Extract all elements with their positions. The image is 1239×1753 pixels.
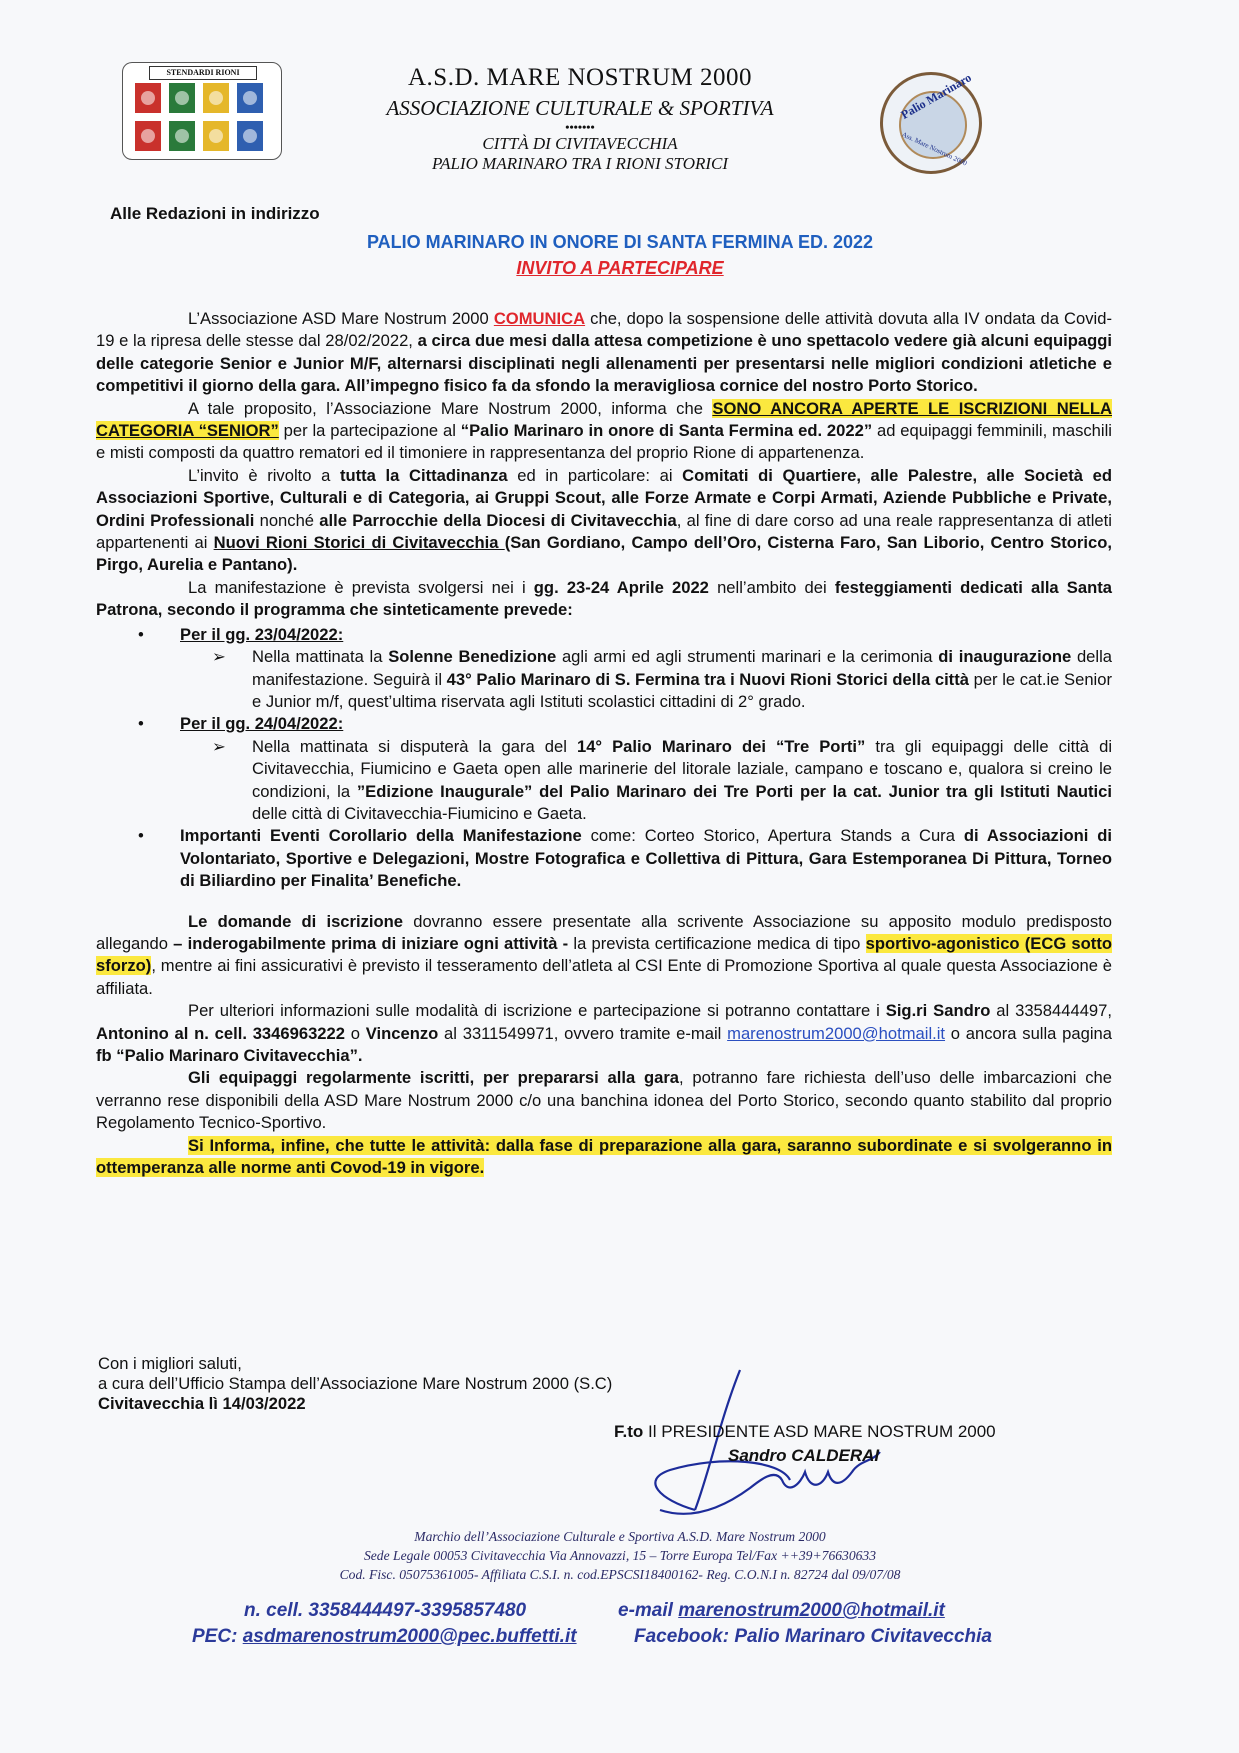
place-date: Civitavecchia lì 14/03/2022 bbox=[98, 1394, 306, 1413]
rione-flag-1 bbox=[135, 83, 161, 113]
paragraph-schedule: La manifestazione è prevista svolgersi nei i gg. 23-24 Aprile 2022 nell’ambito dei festeggiamenti dedicati alla Santa Patrona, secondo il programma che sinteticamente prevede: bbox=[96, 577, 1112, 620]
footer-email: e-mail marenostrum2000@hotmail.it bbox=[618, 1600, 945, 1621]
footer-line1: Marchio dell’Associazione Culturale e Sportiva A.S.D. Mare Nostrum 2000 bbox=[414, 1529, 826, 1544]
footer-email-link[interactable]: marenostrum2000@hotmail.it bbox=[678, 1600, 945, 1621]
program-list bbox=[96, 624, 1112, 893]
rione-flag-7 bbox=[203, 121, 229, 151]
day2-detail: ➢ Nella mattinata si disputerà la gara del 14° Palio Marinaro dei “Tre Porti” tra gli equipaggi delle città di Civitavecchia, Fiumicino e Gaeta open alle marinerie del litorale laziale, campano e toscano e, qualora si creino le condizioni, la ”Edizione Inaugurale” del Palio Marinaro dei Tre Porti per la cat. Junior tra gli Istituti Nautici delle città di Civitavecchia-Fiumicino e Gaeta. bbox=[252, 736, 1112, 826]
rione-flag-3 bbox=[203, 83, 229, 113]
president-name: Sandro CALDERAI bbox=[728, 1446, 880, 1465]
paragraph-applications: Le domande di iscrizione dovranno essere presentate alla scrivente Associazione su apposito modulo predisposto allegando – inderogabilmente prima di iniziare ogni attività - la prevista certificazione medica di tipo sportivo-agonistico (ECG sotto sforzo), mentre ai fini assicurativi è previsto il tesseramento dell’atleta al CSI Ente di Promozione Sportiva al quale questa Associazione è affiliata. bbox=[96, 911, 1112, 998]
org-type: ASSOCIAZIONE CULTURALE & SPORTIVA bbox=[386, 96, 774, 120]
logo-top-text: Palio Marinaro bbox=[898, 70, 974, 122]
footer-block bbox=[150, 1527, 1090, 1584]
signature-label: F.to Il PRESIDENTE ASD MARE NOSTRUM 2000 bbox=[614, 1422, 996, 1441]
footer-pec: PEC: asdmarenostrum2000@pec.buffetti.it bbox=[192, 1626, 577, 1647]
day1-label: Per il gg. 23/04/2022: bbox=[180, 624, 344, 644]
rione-flag-8 bbox=[237, 121, 263, 151]
paragraph-covid bbox=[96, 1135, 1112, 1180]
footer-line3: Cod. Fisc. 05075361005- Affiliata C.S.I. n. cod.EPSCSI18400162- Reg. C.O.N.I n. 82724 dal 09/07/08 bbox=[339, 1567, 901, 1582]
rione-flag-2 bbox=[169, 83, 195, 113]
registrations-highlight: SONO ANCORA APERTE LE ISCRIZIONI NELLA CATEGORIA “SENIOR” bbox=[96, 398, 1112, 441]
logo-bottom-text: Ass. Mare Nostrum 2000 bbox=[900, 130, 969, 168]
medical-cert-highlight: sportivo-agonistico (ECG sotto sforzo) bbox=[96, 933, 1112, 976]
list-item-events: • Importanti Eventi Corollario della Manifestazione come: Corteo Storico, Apertura Stands a Cura di Associazioni di Volontariato, Sportive e Delegazioni, Mostre Fotografica e Collettiva di Pittura, Gara Estemporanea Di Pittura, Torneo di Biliardino per Finalita’ Benefiche. bbox=[180, 825, 1112, 892]
event-line: PALIO MARINARO TRA I RIONI STORICI bbox=[431, 154, 729, 173]
stendardi-rioni-logo bbox=[122, 62, 282, 160]
document-title: PALIO MARINARO IN ONORE DI SANTA FERMINA ED. 2022 bbox=[366, 232, 874, 252]
rione-flag-4 bbox=[237, 83, 263, 113]
list-item-day2 bbox=[180, 713, 1112, 825]
rione-flag-6 bbox=[169, 121, 195, 151]
footer-pec-link[interactable]: asdmarenostrum2000@pec.buffetti.it bbox=[242, 1626, 577, 1647]
org-name: A.S.D. MARE NOSTRUM 2000 bbox=[408, 64, 752, 91]
day2-label: Per il gg. 24/04/2022: bbox=[180, 714, 344, 734]
contact-email-link[interactable]: marenostrum2000@hotmail.it bbox=[727, 1023, 946, 1043]
city-line: CITTÀ DI CIVITAVECCHIA bbox=[482, 134, 678, 153]
footer-line2: Sede Legale 00053 Civitavecchia Via Annovazzi, 15 – Torre Europa Tel/Fax ++39+76630633 bbox=[363, 1548, 877, 1563]
paragraph-invitation: L’invito è rivolto a tutta la Cittadinanza ed in particolare: ai Comitati di Quartiere, alle Palestre, alle Società ed Associazioni Sportive, Culturali e di Categoria, ai Gruppi Scout, alle Forze Armate e Corpi Armati, Aziende Pubbliche e Private, Ordini Professionali nonché alle Parrocchie della Diocesi di Civitavecchia, al fine di dare corso ad una reale rappresentanza di atleti appartenenti ai Nuovi Rioni Storici di Civitavecchia (San Gordiano, Campo dell’Oro, Cisterna Faro, San Liborio, Centro Storico, Pirgo, Aurelia e Pantano). bbox=[96, 465, 1112, 575]
handwritten-signature bbox=[600, 1360, 940, 1530]
press-office: a cura dell’Ufficio Stampa dell’Associazione Mare Nostrum 2000 (S.C) bbox=[98, 1374, 613, 1393]
flag-caption: STENDARDI RIONI bbox=[149, 66, 257, 80]
comunica-highlight: COMUNICA bbox=[493, 309, 586, 328]
day1-detail: ➢ Nella mattinata la Solenne Benedizione agli armi ed agli strumenti marinari e la cerimonia di inaugurazione della manifestazione. Seguirà il 43° Palio Marinaro di S. Fermina tra i Nuovi Rioni Storici della città per le cat.ie Senior e Junior m/f, quest’ultima riservata agli Istituti scolastici cittadini di 2° grado. bbox=[252, 646, 1112, 713]
rione-flag-5 bbox=[135, 121, 161, 151]
letter-body bbox=[96, 308, 1112, 1179]
recipients-line: Alle Redazioni in indirizzo bbox=[110, 204, 320, 223]
header-separator: ••••••• bbox=[565, 120, 595, 134]
palio-marinaro-logo bbox=[880, 72, 982, 174]
paragraph-announcement: L’Associazione ASD Mare Nostrum 2000 COMUNICA che, dopo la sospensione delle attività dovuta alla IV ondata da Covid-19 e la ripresa delle stesse dal 28/02/2022, a circa due mesi dalla attesa competizione è uno spettacolo vedere già alcuni equipaggi delle categorie Senior e Junior M/F, alternarsi disciplinati negli allenamenti per presentarsi nelle migliori condizioni atletiche e competitivi il giorno della gara. All’impegno fisico fa da sfondo la meravigliosa cornice del nostro Porto Storico. bbox=[96, 309, 1112, 396]
footer-facebook: Facebook: Palio Marinaro Civitavecchia bbox=[634, 1626, 992, 1647]
document-subtitle: INVITO A PARTECIPARE bbox=[516, 258, 724, 278]
paragraph-registrations: A tale proposito, l’Associazione Mare Nostrum 2000, informa che SONO ANCORA APERTE LE ISCRIZIONI NELLA CATEGORIA “SENIOR” per la partecipazione al “Palio Marinaro in onore di Santa Fermina ed. 2022” ad equipaggi femminili, maschili e misti composti da quattro rematori ed il timoniere in rappresentanza del proprio Rione di appartenenza. bbox=[96, 398, 1112, 463]
list-item-day1 bbox=[180, 624, 1112, 714]
footer-cell: n. cell. 3358444497-3395857480 bbox=[244, 1600, 527, 1621]
footer-facebook-page[interactable]: Palio Marinaro Civitavecchia bbox=[734, 1626, 992, 1647]
greeting: Con i migliori saluti, bbox=[98, 1354, 242, 1373]
paragraph-contacts: Per ulteriori informazioni sulle modalità di iscrizione e partecipazione si potranno contattare i Sig.ri Sandro al 3358444497, Antonino al n. cell. 3346963222 o Vincenzo al 3311549971, ovvero tramite e-mail marenostrum2000@hotmail.it o ancora sulla pagina fb “Palio Marinaro Civitavecchia”. bbox=[96, 1001, 1112, 1065]
paragraph-boats: Gli equipaggi regolarmente iscritti, per prepararsi alla gara, potranno fare richiesta dell’uso delle imbarcazioni che verranno rese disponibili della ASD Mare Nostrum 2000 c/o una banchina idonea del Porto Storico, secondo quanto stabilito dal proprio Regolamento Tecnico-Sportivo. bbox=[96, 1068, 1112, 1133]
closing-block bbox=[98, 1354, 612, 1414]
covid-highlight: Si Informa, infine, che tutte le attività: dalla fase di preparazione alla gara, saranno subordinate e si svolgeranno in ottemperanza alle norme anti Covod-19 in vigore. bbox=[96, 1135, 1112, 1178]
